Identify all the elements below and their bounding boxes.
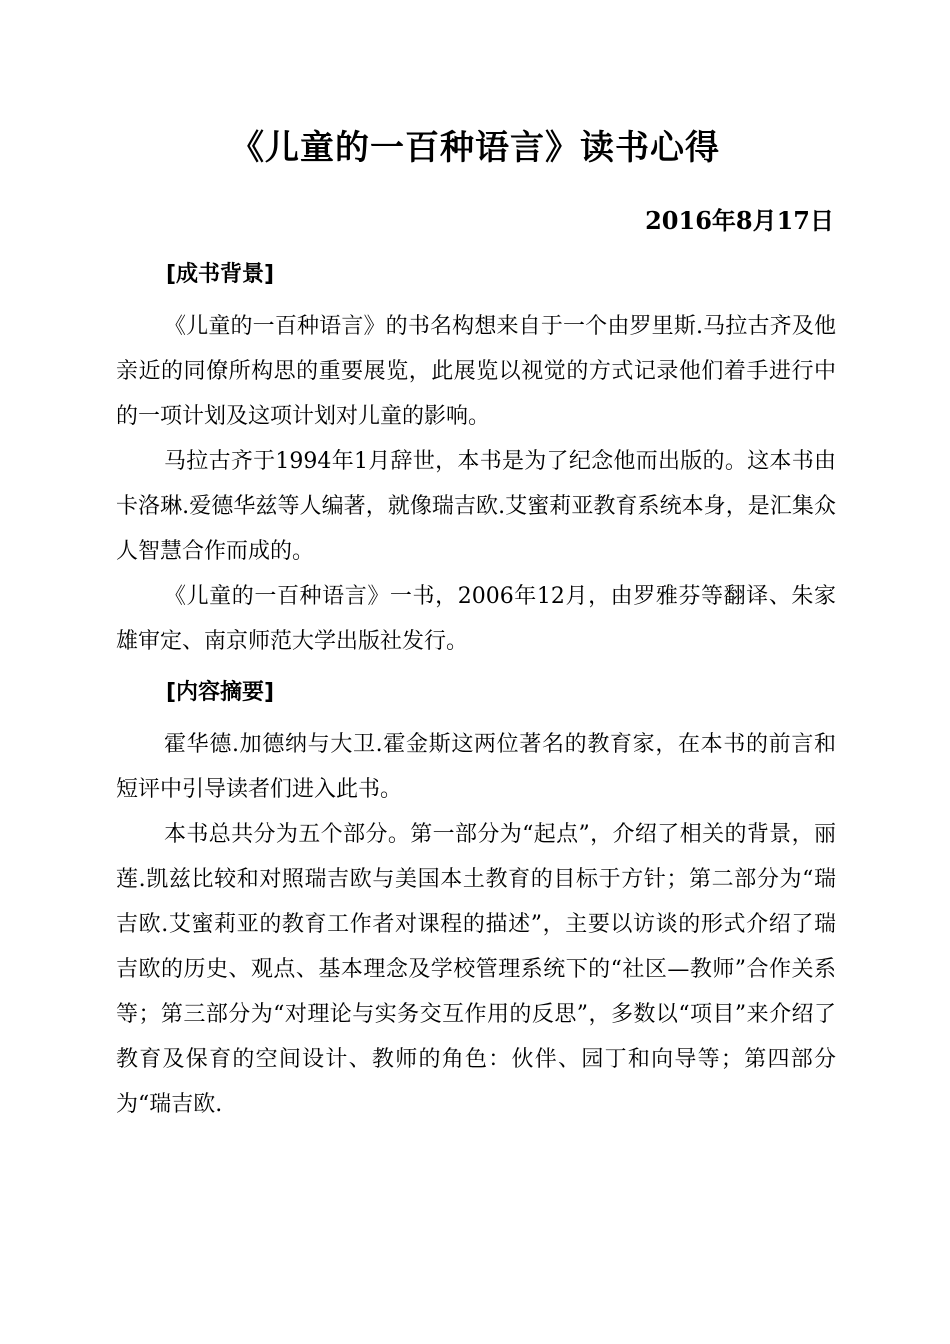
paragraph: 本书总共分为五个部分。第一部分为“起点”，介绍了相关的背景，丽莲.凯兹比较和对照瑞吉欧与美国本土教育的目标于方针；第二部分为“瑞吉欧.艾蜜莉亚的教育工作者对课程的描述”，主要以访谈的形式介绍了瑞吉欧的历史、观点、基本理念及学校管理系统下的“社区—教师”合作关系等；第三部分为“对理论与实务交互作用的反思”，多数以“项目”来介绍了教育及保育的空间设计、教师的角色：伙伴、园丁和向导等；第四部分为“瑞吉欧. — [116, 822, 836, 1117]
paragraph: 《儿童的一百种语言》的书名构想来自于一个由罗里斯.马拉古齐及他亲近的同僚所构思的重要展览，此展览以视觉的方式记录他们着手进行中的一项计划及这项计划对儿童的影响。 — [116, 314, 836, 429]
paragraph: 《儿童的一百种语言》一书，2006年12月，由罗雅芬等翻译、朱家雄审定、南京师范大学出版社发行。 — [116, 584, 836, 654]
document-date: 2016年8月17日 — [645, 206, 834, 235]
paragraph: 马拉古齐于1994年1月辞世，本书是为了纪念他而出版的。这本书由卡洛琳.爱德华兹等人编著，就像瑞吉欧.艾蜜莉亚教育系统本身，是汇集众人智慧合作而成的。 — [116, 449, 836, 564]
section-heading-summary: [内容摘要] — [166, 680, 275, 705]
paragraph: 霍华德.加德纳与大卫.霍金斯这两位著名的教育家，在本书的前言和短评中引导读者们进入此书。 — [116, 732, 836, 802]
section-heading-background: [成书背景] — [166, 262, 275, 287]
document-title: 《儿童的一百种语言》读书心得 — [230, 128, 720, 168]
document-body — [116, 246, 836, 1127]
